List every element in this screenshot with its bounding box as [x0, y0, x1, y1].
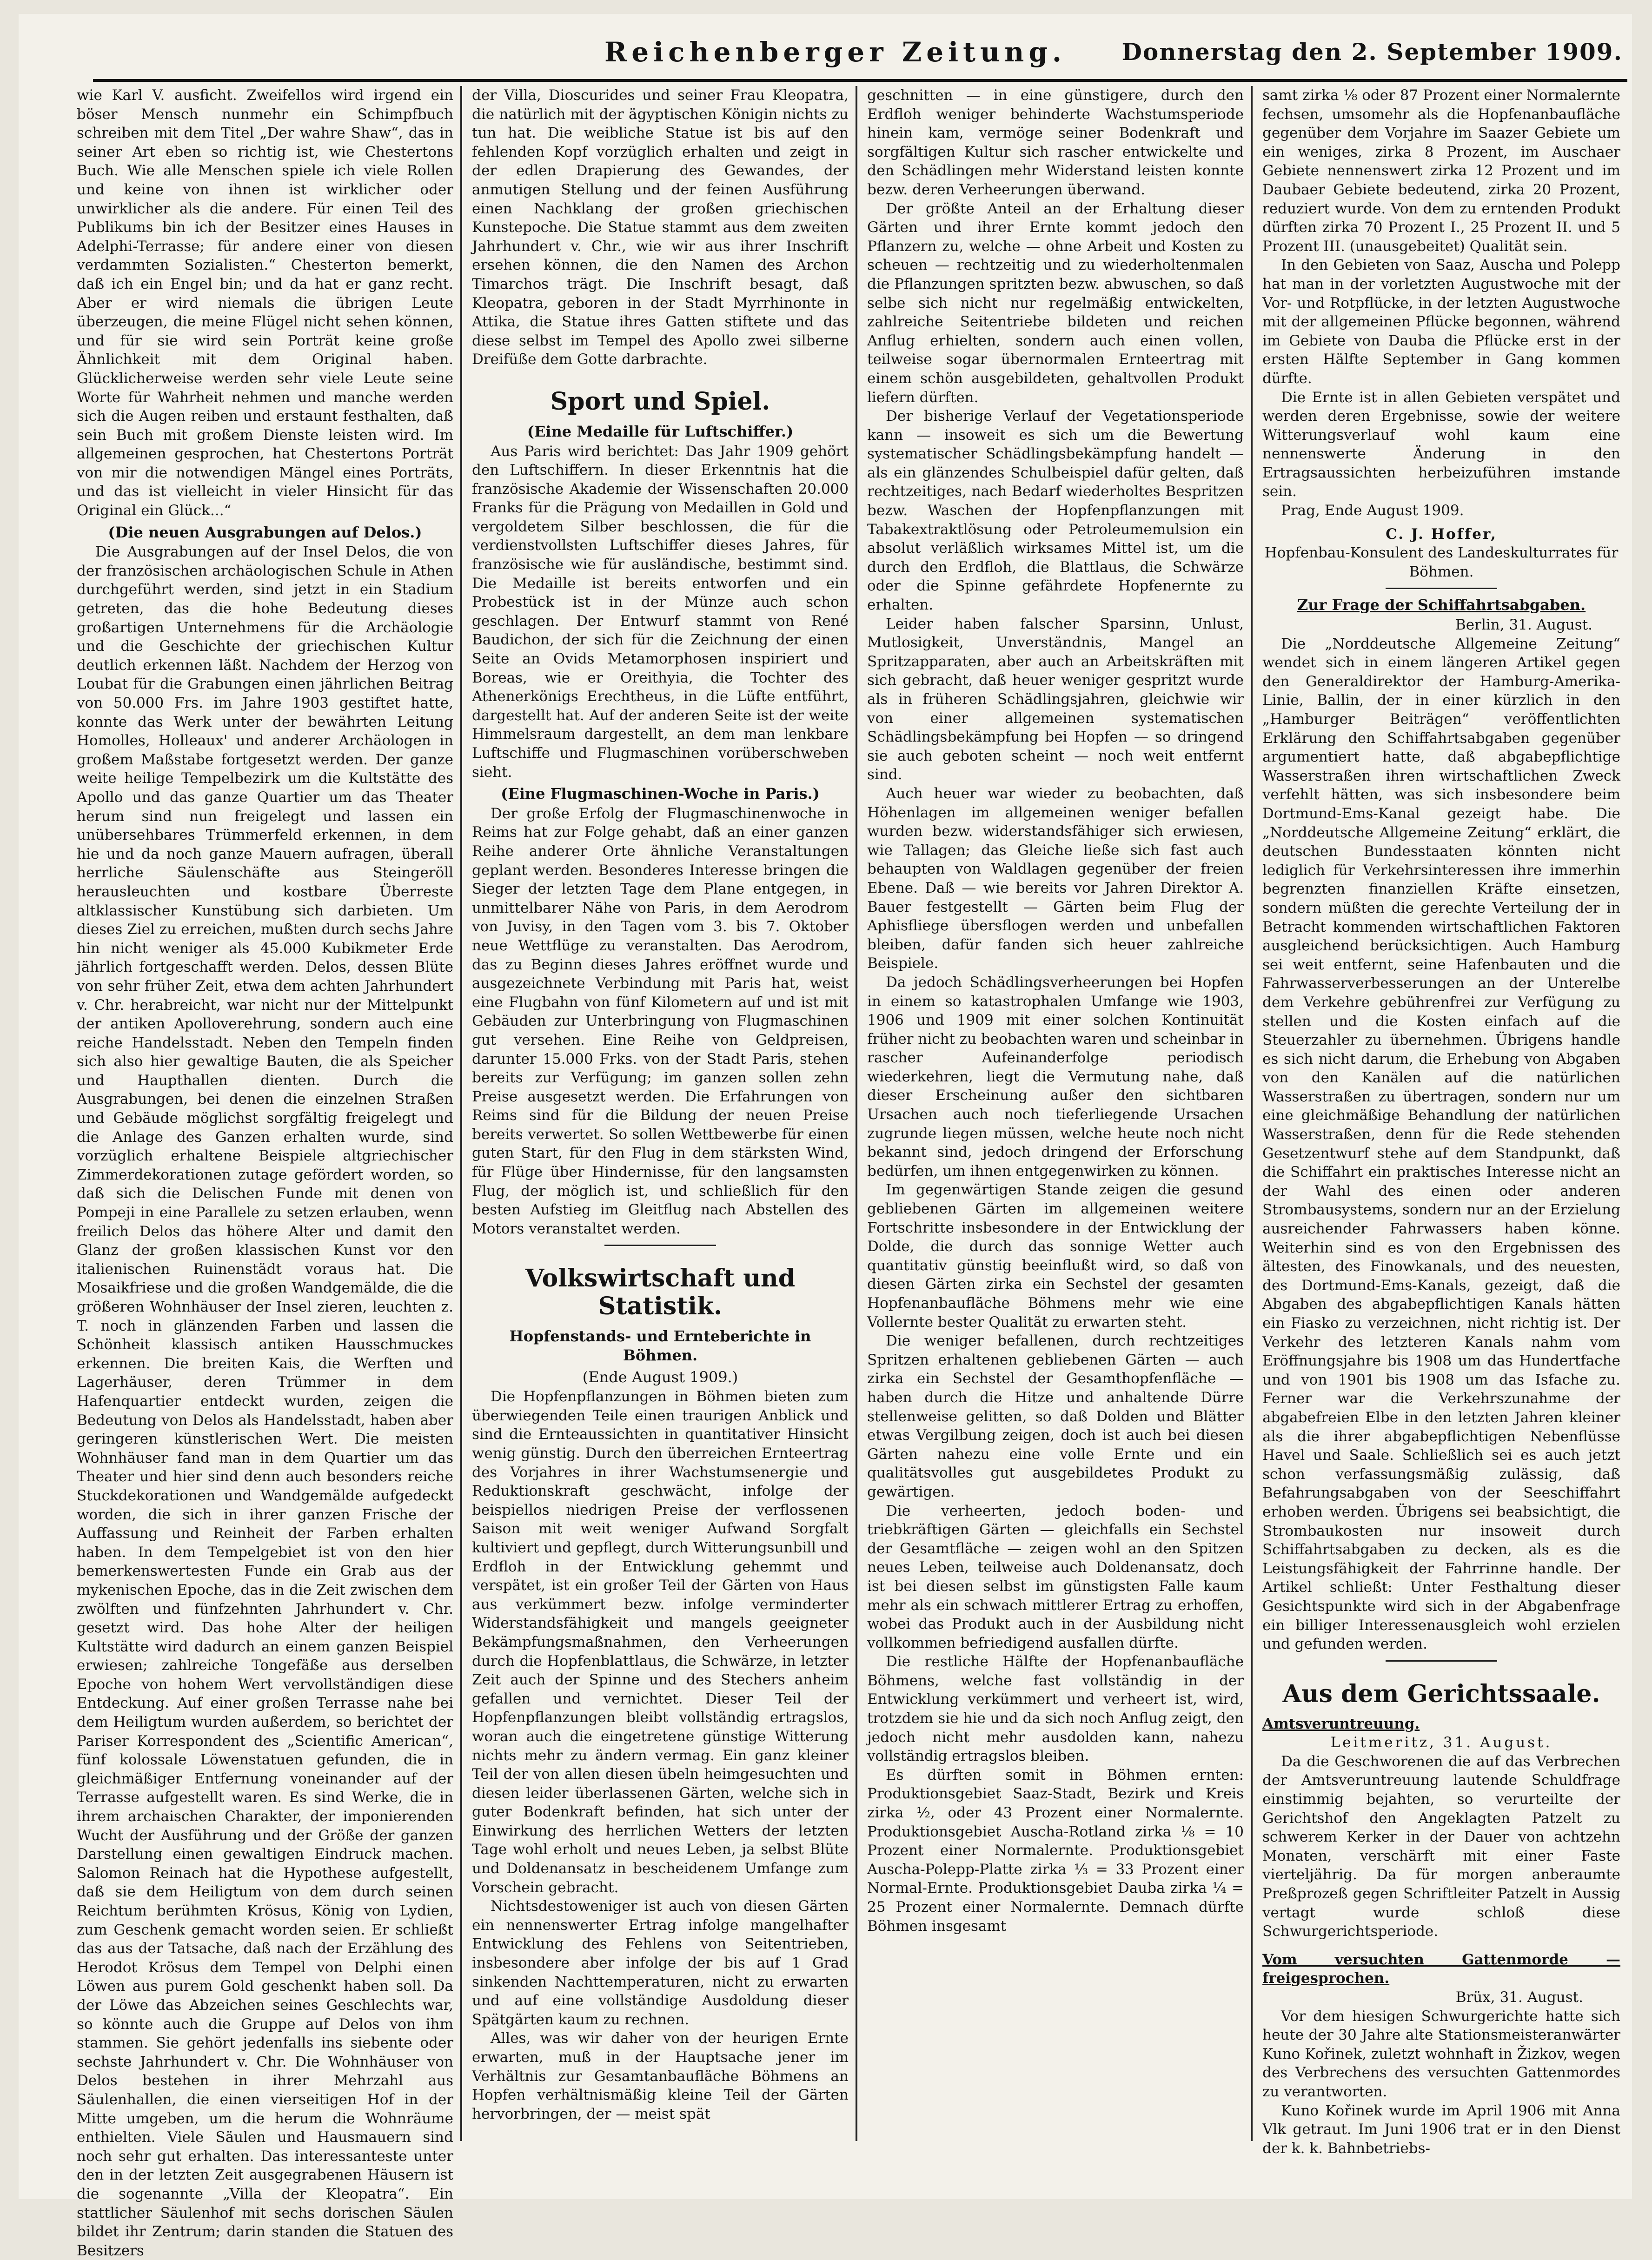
paragraph: Die weniger befallenen, durch rechtzeitiges Spritzen erhaltenen gebliebenen Gärten — auch zirka ein Sechstel der Gesamthopfenfläche — haben durch die Hitze und anhaltende Dürre stellenweise gelitten, so daß Dolden und Blätter etwas Vergilbung zeigen, doch ist auch bei diesen Gärten nahezu eine volle Ernte und ein qualitätsvolles gut ausgebildetes Produkt zu gewärtigen. [867, 1332, 1244, 1500]
paragraph: Die Ernte ist in allen Gebieten verspätet und werden deren Ergebnisse, sowie der weitere Witterungsverlauf wohl kaum eine nennenswerte Änderung in den Ertragsaussichten herbeizuführen imstande sein. [1262, 389, 1620, 500]
paragraph: Auch heuer war wieder zu beobachten, daß Höhenlagen im allgemeinen weniger befallen wurden bezw. widerstandsfähiger sich erwiesen, wie Tallagen; das Gleiche ließe sich fast auch behaupten von Waldlagen gegenüber der freien Ebene. Daß — wie bereits vor Jahren Direktor A. Bauer festgestellt — Gärten beim Flug der Aphisfliege übersflogen werden und unbefallen bleiben, dafür fanden sich heuer zahlreiche Beispiele. [867, 785, 1244, 972]
newspaper-page [19, 14, 1632, 2259]
paragraph: Der bisherige Verlauf der Vegetationsperiode kann — insoweit es sich um die Bewertung systematischer Schädlingsbekämpfung handelt — als ein glänzendes Schulbeispiel dafür gelten, daß rechtzeitiges, nach Bedarf wiederholtes Bespritzen bezw. Waschen der Hopfenpflanzungen mit Tabakextraktlösung oder Petroleumemulsion ein absolut verläßlich wirksames Mittel ist, um die durch den Erdfloh, die Blattlaus, die Schwärze oder die Spinne gefährdete Hopfenernte zu erhalten. [867, 408, 1244, 614]
dateline: Prag, Ende August 1909. [1281, 502, 1464, 519]
paragraph: Aus Paris wird berichtet: Das Jahr 1909 gehört den Luftschiffern. In dieser Erkenntnis hat die französische Akademie der Wissenschaften 20.000 Franks für die Prägung von Medaillen in Gold und vergoldetem Silber beschlossen, die für die verdienstvollsten Luftschiffer dieses Jahres, für französische wie für ausländische, bestimmt sind. Die Medaille ist bereits entworfen und ein Probestück ist in der Münze auch schon geschlagen. Der Entwurf stammt von René Baudichon, der sich für die Zeichnung der einen Seite an Ovids Metamorphosen inspiriert und Boreas, wie er Oreithyia, die Tochter des Athenerkönigs Erechtheus, in die Lüfte entführt, dargestellt hat. Auf der anderen Seite ist der weite Himmelsraum dargestellt, an dem man lenkbare Luftschiffe und Flugmaschinen vorüberschweben sieht. [472, 443, 849, 781]
paragraph: Der große Erfolg der Flugmaschinenwoche in Reims hat zur Folge gehabt, daß an einer ganzen Reihe anderer Orte ähnliche Veranstaltungen geplant werden. Besonderes Interesse bringen die Sieger der letzten Tage dem Plane entgegen, in unmittelbarer Nähe von Paris, in dem Aerodrom von Juvisy, in den Tagen vom 3. bis 7. Oktober neue Wettflüge zu veranstalten. Das Aerodrom, das zu Beginn dieses Jahres eröffnet wurde und ausgezeichnete Verbindung mit Paris hat, weist eine Flugbahn von fünf Kilometern auf und ist mit Gebäuden zur Unterbringung von Flugmaschinen gut versehen. Eine Reihe von Geldpreisen, darunter 15.000 Frks. von der Stadt Paris, stehen bereits zur Verfügung; im ganzen sollen zehn Preise ausgesetzt werden. Die Erfahrungen von Reims sind für die Bildung der neuen Preise bereits verwertet. So sollen Wettbewerbe für einen guten Start, für den Flug in dem stärksten Wind, für Flüge über Hindernisse, für den langsamsten Flug, der möglich ist, und schließlich für den besten Aufstieg im Gleitflug nach Abstellen des Motors veranstaltet werden. [472, 805, 849, 1237]
article-subhead: Amtsveruntreuung. [1262, 1715, 1420, 1732]
paragraph: Alles, was wir daher von der heurigen Ernte erwarten, muß in der Hauptsache jener im Verhältnis zur Gesamtanbaufläche Böhmens an Hopfen verhältnismäßig kleine Teil der Gärten hervorbringen, der — meist spät [472, 2030, 849, 2122]
paragraph: samt zirka ⅛ oder 87 Prozent einer Normalernte fechsen, umsomehr als die Hopfenanbaufläche gegenüber dem Vorjahre im Saazer Gebiete um ein weniges, zirka 8 Prozent, im Auschaer Gebiete nennenswert zirka 12 Prozent und im Daubaer Gebiete bedeutend, zirka 20 Prozent, reduziert wurde. Von dem zu erntenden Produkt dürften zirka 70 Prozent I., 25 Prozent II. und 5 Prozent III. (unausgebeitet) Qualität sein. [1262, 87, 1620, 255]
author-signature: C. J. Hoffer, [1386, 525, 1497, 543]
paragraph: In den Gebieten von Saaz, Auscha und Polepp hat man in der vorletzten Augustwoche mit der Vor- und Rotpflücke, in der letzten Augustwoche mit der allgemeinen Pflücke begonnen, während im Gebiete von Dauba die Pflücke erst in der ersten Hälfte September in Gang kommen dürfte. [1262, 257, 1620, 387]
paragraph: Die „Norddeutsche Allgemeine Zeitung“ wendet sich in einem längeren Artikel gegen den Generaldirektor der Hamburg-Amerika-Linie, Ballin, der in einer kürzlich in den „Hamburger Beiträgen“ veröffentlichten Erklärung den Schiffahrtsabgaben gegenüber argumentiert hatte, daß abgabepflichtige Wasserstraßen ihren wirtschaftlichen Zweck verfehlt hätten, was sich insbesondere beim Dortmund-Ems-Kanal gezeigt habe. Die „Norddeutsche Allgemeine Zeitung“ erklärt, die deutschen Bundesstaaten könnten nicht lediglich für Verkehrsinteressen ihre immerhin begrenzten finanziellen Kräfte einsetzen, sondern müßten die gerechte Verteilung der in Betracht kommenden wirtschaftlichen Faktoren ausgleichend berücksichtigen. Auch Hamburg sei weit entfernt, seine Hafenbauten und die Fahrwasserverbesserungen an der Unterelbe dem Verkehre gebührenfrei zur Verfügung zu stellen und die Kosten einfach auf die Steuerzahler zu übernehmen. Übrigens handle es sich nicht darum, die Erhebung von Abgaben von den Kanälen auf die natürlichen Wasserstraßen zu übertragen, sondern nur um eine gleichmäßige Behandlung der natürlichen Wasserstraßen, denn für die Rede stehenden Gesetzentwurf stehe auf dem Standpunkt, daß die Schiffahrt ein praktisches Interesse nicht an der Wahl des einen oder anderen Strombausystems, sondern nur an der Erzielung ausreichender Fahrwassers haben könne. Weiterhin sind es von den Ergebnissen des ältesten, des Finowkanals, und des neuesten, des Dortmund-Ems-Kanals, gezeigt, daß die Abgaben des abgabepflichtigen Kanals hätten ein Fiasko zu verzeichnen, nicht richtig ist. Der Verkehr des letzteren Kanals nahm vom Eröffnungsjahre bis 1908 um das Hundertfache und von 1901 bis 1908 um das Isfache zu. Ferner war die Verkehrszunahme der abgabefreien Elbe in den letzten Jahren kleiner als die ihrer abgabepflichtigen Nebenflüsse Havel und Saale. Schließlich sei es auch jetzt schon verfassungsmäßig zulässig, daß Befahrungsabgaben von der Seeschiffahrt erhoben werden. Übrigens sei beabsichtigt, die Strombaukosten nur insoweit durch Schiffahrtsabgaben zu decken, als es die Leistungsfähigkeit der Fahrrinne handle. Der Artikel schließt: Unter Festhaltung dieser Gesichtspunkte wird sich in der Abgabenfrage ein billiger Interessenausgleich wohl erzielen und gefunden werden. [1262, 635, 1620, 1653]
column-rule [460, 86, 462, 2141]
article-subhead: (Eine Flugmaschinen-Woche in Paris.) [501, 785, 820, 803]
paragraph: Nichtsdestoweniger ist auch von diesen Gärten ein nennenswerter Ertrag infolge mangelhafter Entwicklung des Fehlens von Seitentrieben, insbesondere aber infolge der bis auf 1 Grad sinkenden Nachttemperaturen, nicht zu erwarten und auf eine vollständige Ausdoldung dieser Spätgärten kaum zu rechnen. [472, 1898, 849, 2028]
page-header [93, 33, 1627, 82]
newspaper-title: Reichenberger Zeitung. [604, 36, 1067, 68]
dateline: Leitmeritz, 31. August. [1330, 1734, 1552, 1751]
divider [1386, 1660, 1497, 1662]
section-heading: Aus dem Gerichtssaale. [1282, 1679, 1600, 1708]
article-subhead: (Eine Medaille für Luftschiffer.) [527, 422, 794, 440]
paragraph: wie Karl V. ausficht. Zweifellos wird irgend ein böser Mensch nunmehr ein Schimpfbuch schreiben mit dem Titel „Der wahre Shaw“, das in seiner Art eben so richtig ist, wie Chestertons Buch. Wie alle Menschen spiele ich viele Rollen und keine von ihnen ist wirklicher oder unwirklicher als die andere. Für einen Teil des Publikums bin ich der Besitzer eines Hauses in Adelphi-Terrasse; für andere einer von diesen verdammten Sozialisten.“ Chesterton bemerkt, daß ich ein Engel bin; und da hat er ganz recht. Aber er wird niemals die übrigen Leute überzeugen, die meine Flügel nicht sehen können, und für sie wird sein Porträt keine große Ähnlichkeit mit dem Original haben. Glücklicherweise werden sehr viele Leute seine Worte für Wahrheit nehmen und manche werden sich die Augen reiben und erstaunt festhalten, daß sein Buch mit großem Dienste leisten wird. Im allgemeinen gesprochen, hat Chestertons Porträt von mir die notwendigen Mängel eines Porträts, und das ist vielleicht in vieler Hinsicht für das Original ein Glück...“ [77, 87, 453, 519]
paragraph: Die verheerten, jedoch boden- und triebkräftigen Gärten — gleichfalls ein Sechstel der Gesamtfläche — zeigen wohl an den Spitzen neues Leben, teilweise auch Doldenansatz, doch ist bei diesen selbst im günstigsten Falle kaum mehr als ein schwach mittlerer Ertrag zu erhoffen, wobei das Produkt auch in der Ausbildung nicht vollkommen befriedigend ausfallen dürfte. [867, 1502, 1244, 1651]
paragraph: Leider haben falscher Sparsinn, Unlust, Mutlosigkeit, Unverständnis, Mangel an Spritzapparaten, aber auch an Arbeitskräften mit sich gebracht, daß heuer weniger gespritzt wurde als in früheren Schädlingsjahren, gleichwie wir von einer allgemeinen systematischen Schädlingsbekämpfung bei Hopfen — so dringend sie auch geboten scheint — noch weit entfernt sind. [867, 615, 1244, 783]
divider [1386, 588, 1497, 589]
section-heading: Volkswirtschaft und Statistik. [525, 1264, 796, 1321]
article-subhead: (Die neuen Ausgrabungen auf Delos.) [108, 523, 422, 541]
paragraph: Im gegenwärtigen Stande zeigen die gesund gebliebenen Gärten im allgemeinen weitere Fortschritte insbesondere in der Entwicklung der Dolde, die durch das sonnige Wetter auch quantitativ günstig beeinflußt wird, so daß von diesen Gärten zirka ein Sechstel der gesamten Hopfenanbaufläche Böhmens mehr wie eine Vollernte bester Qualität zu erwarten steht. [867, 1181, 1244, 1331]
column-2 [472, 86, 849, 2146]
paragraph: Der größte Anteil an der Erhaltung dieser Gärten und ihrer Ernte kommt jedoch den Pflanzern zu, welche — ohne Arbeit und Kosten zu scheuen — rechtzeitig und zu wiederholtenmalen die Pflanzungen spritzten bezw. abwuschen, so daß selbe sich nicht nur regelmäßig entwickelten, zahlreiche Seitentriebe bildeten und reichen Anflug erhielten, sondern auch einen vollen, teilweise sogar übernormalen Ernteertrag mit einem schön ausgebildeten, gehaltvollen Produkt liefern dürften. [867, 200, 1244, 406]
paragraph: Vor dem hiesigen Schwurgerichte hatte sich heute der 30 Jahre alte Stationsmeisteranwärter Kuno Kořinek, zuletzt wohnhaft in Žizkov, wegen des Verbrechens des versuchten Gattenmordes zu verantworten. [1262, 2008, 1620, 2100]
paragraph: der Villa, Dioscurides und seiner Frau Kleopatra, die natürlich mit der ägyptischen Königin nichts zu tun hat. Die weibliche Statue ist bis auf den fehlenden Kopf vorzüglich erhalten und zeigt in der edlen Drapierung des Gewandes, der anmutigen Stellung und der feinen Ausführung einen Nachklang der großen griechischen Kunstepoche. Die Statue stammt aus dem zweiten Jahrhundert v. Chr., wie wir aus ihrer Inschrift ersehen können, die den Namen des Archon Timarchos trägt. Die Inschrift besagt, daß Kleopatra, geboren in der Stadt Myrrhinonte in Attika, die Statue ihres Gatten stiftete und das diese selbst im Tempel des Apollo zwei silberne Dreifüße dem Gotte darbrachte. [472, 87, 849, 368]
paragraph: Es dürften somit in Böhmen ernten: Produktionsgebiet Saaz-Stadt, Bezirk und Kreis zirka ½, oder 43 Prozent einer Normalernte. Produktionsgebiet Auscha-Rotland zirka ⅛ = 10 Prozent einer Normalernte. Produktionsgebiet Auscha-Polepp-Platte zirka ⅓ = 33 Prozent einer Normal-Ernte. Produktionsgebiet Dauba zirka ¼ = 25 Prozent einer Normalernte. Demnach dürfte Böhmen insgesamt [867, 1766, 1244, 1935]
article-subhead: Zur Frage der Schiffahrtsabgaben. [1297, 596, 1586, 614]
paragraph: Da die Geschworenen die auf das Verbrechen der Amtsveruntreuung lautende Schuldfrage einstimmig bejahten, so verurteilte der Gerichtshof den Angeklagten Patzelt zu schwerem Kerker in der Dauer von achtzehn Monaten, verschärft mit einer Faste vierteljährig. Da für morgen anberaumte Preßprozeß gegen Schriftleiter Patzelt in Aussig vertagt wurde schloß diese Schwurgerichtsperiode. [1262, 1753, 1620, 1940]
author-title: Hopfenbau-Konsulent des Landeskulturrates für Böhmen. [1264, 544, 1619, 580]
column-rule [856, 86, 857, 2141]
paragraph: Kuno Kořinek wurde im April 1906 mit Anna Vlk getraut. Im Juni 1906 trat er in den Dienst der k. k. Bahnbetriebs- [1262, 2102, 1620, 2157]
article-date: (Ende August 1909.) [582, 1368, 738, 1386]
article-subhead: Vom versuchten Gattenmorde — freigesprochen. [1262, 1951, 1620, 1987]
divider [604, 1245, 716, 1246]
column-3 [867, 86, 1244, 2146]
column-1 [77, 86, 453, 2259]
dateline: Brüx, 31. August. [1455, 1989, 1583, 2006]
paragraph: Die restliche Hälfte der Hopfenanbaufläche Böhmens, welche fast vollständig in der Entwicklung verkümmert und verheert ist, wird, trotzdem sie hie und da sich noch Anflug zeigt, den jedoch nicht mehr ausdolden kann, nahezu vollständig ertragslos bleiben. [867, 1653, 1244, 1765]
column-4 [1262, 86, 1620, 2157]
section-heading: Sport und Spiel. [550, 387, 770, 416]
issue-date: Donnerstag den 2. September 1909. [1121, 38, 1623, 66]
article-subhead: Hopfenstands- und Ernteberichte in Böhmen. [509, 1327, 811, 1365]
dateline: Berlin, 31. August. [1455, 616, 1592, 634]
paragraph: Die Ausgrabungen auf der Insel Delos, die von der französischen archäologischen Schule in Athen durchgeführt werden, sind jetzt in ein Stadium getreten, das die hohe Bedeutung dieses großartigen Unternehmens für die Archäologie und die Geschichte der griechischen Kultur deutlich erkennen läßt. Nachdem der Herzog von Loubat für die Grabungen einen jährlichen Beitrag von 50.000 Frs. im Jahre 1903 gestiftet hatte, konnte das Werk unter der bewährten Leitung Homolles, Holleaux' und anderer Archäologen in großem Maßstabe fortgesetzt werden. Der ganze weite heilige Tempelbezirk um die Kultstätte des Apollo und das ganze Quartier um das Theater herum sind nun freigelegt und lassen ein unübersehbares Trümmerfeld erkennen, in dem hie und da noch ganze Mauern aufragen, überall herrliche Säulenschäfte aus Steingeröll herausleuchten und kostbare Überreste altklassischer Kunstübung sich darbieten. Um dieses Ziel zu erreichen, mußten durch sechs Jahre hin nicht weniger als 45.000 Kubikmeter Erde jährlich fortgeschafft werden. Delos, dessen Blüte von sehr früher Zeit, etwa dem achten Jahrhundert v. Chr. herabreicht, war nicht nur der Mittelpunkt der antiken Apolloverehrung, sondern auch eine reiche Handelsstadt. Neben den Tempeln finden sich also hier gewaltige Bauten, die als Speicher und Haupthallen dienten. Durch die Ausgrabungen, bei denen die einzelnen Straßen und Gebäude möglichst sorgfältig freigelegt und die Anlage des Ganzen erhalten wurde, sind vorzüglich erhaltene Beispiele altgriechischer Zimmerdekorationen zutage gefördert worden, so daß sich die Delischen Funde mit denen von Pompeji in eine Parallele zu setzen erlauben, wenn freilich Delos das höhere Alter und damit den Glanz der großen klassischen Kunst vor den italienischen Ruinenstädt voraus hat. Die Mosaikfriese und die großen Wandgemälde, die die größeren Wohnhäuser der Insel zieren, leuchten z. T. noch in glänzenden Farben und lassen die Schönheit klassisch antiken Hausschmuckes erkennen. Die breiten Kais, die Werften und Lagerhäuser, deren Trümmer in dem Hafenquartier entdeckt wurden, zeigen die Bedeutung von Delos als Handelsstadt, haben aber geringeren künstlerischen Wert. Die meisten Wohnhäuser fand man in dem Quartier um das Theater und hier sind denn auch besonders reiche Stuckdekorationen und Wandgemälde aufgedeckt worden, die sich in ihrer ganzen Frische der Auffassung und Reinheit der Farben erhalten haben. In dem Tempelgebiet ist von den hier bemerkenswertesten Funde ein Grab aus der mykenischen Epoche, das in die Zeit zwischen dem zwölften und fünfzehnten Jahrhundert v. Chr. gesetzt wird. Das hohe Alter der heiligen Kultstätte wird dadurch an einem ganzen Beispiel erwiesen; zahlreiche Tongefäße aus derselben Epoche von hohem Wert vervollständigen diese Entdeckung. Auf einer großen Terrasse nahe bei dem Heiligtum wurden außerdem, so berichtet der Pariser Korrespondent des „Scientific American“, fünf kolossale Löwenstatuen gefunden, die in gleichmäßiger Entfernung voneinander auf der Terrasse aufgestellt waren. Es sind Werke, die in ihrem archaischen Charakter, der imponierenden Wucht der Ausführung und der Größe der ganzen Darstellung einen gewaltigen Eindruck machen. Salomon Reinach hat die Hypothese aufgestellt, daß sie dem Heiligtum von dem durch seinen Reichtum berühmten Krösus, König von Lydien, zum Geschenk gemacht worden seien. Er schließt das aus der Tatsache, daß nach der Erzählung des Herodot Krösus dem Tempel von Delphi einen Löwen aus purem Gold geschenkt haben soll. Da der Löwe das Abzeichen seines Geschlechts war, so könnte auch die Gruppe auf Delos von ihm stammen. Sie gehört jedenfalls ins siebente oder sechste Jahrhundert v. Chr. Die Wohnhäuser von Delos bestehen in ihrer Mehrzahl aus Säulenhallen, die einen vierseitigen Hof in der Mitte umgeben, um die herum die Wohnräume enthielten. Viele Säulen und Hausmauern sind noch sehr gut erhalten. Das interessanteste unter den in der letzten Zeit ausgegrabenen Häusern ist die sogenannte „Villa der Kleopatra“. Ein stattlicher Säulenhof mit sechs dorischen Säulen bildet ihr Zentrum; darin standen die Statuen des Besitzers [77, 543, 453, 2259]
paragraph: Da jedoch Schädlingsverheerungen bei Hopfen in einem so katastrophalen Umfange wie 1903, 1906 und 1909 mit einer solchen Kontinuität früher nicht zu beobachten waren und scheinbar in rascher Aufeinanderfolge periodisch wiederkehren, liegt die Vermutung nahe, daß dieser Erscheinung außer den sichtbaren Ursachen auch noch tieferliegende Ursachen zugrunde liegen müssen, welche heute noch nicht bekannt sind, jedoch dringend der Erforschung bedürfen, um ihnen entgegenwirken zu können. [867, 974, 1244, 1180]
paragraph: geschnitten — in eine günstigere, durch den Erdfloh weniger behinderte Wachstumsperiode hinein kam, vermöge seiner Bodenkraft und sorgfältigen Kultur sich rascher entwickelte und den Schädlingen mehr Widerstand leisten konnte bezw. deren Verheerungen überwand. [867, 87, 1244, 198]
column-rule [1251, 86, 1253, 2141]
paragraph: Die Hopfenpflanzungen in Böhmen bieten zum überwiegenden Teile einen traurigen Anblick und sind die Ernteaussichten in quantitativer Hinsicht wenig günstig. Durch den überreichen Ernteertrag des Vorjahres in ihrer Wachstumsenergie und Reduktionskraft geschwächt, infolge der beispiellos niedrigen Preise der verflossenen Saison mit weit weniger Aufwand Sorgfalt kultiviert und gepflegt, durch Witterungsunbill und Erdfloh in der Entwicklung gehemmt und verspätet, ist ein großer Teil der Gärten von Haus aus verkümmert bezw. infolge verminderter Widerstandsfähigkeit und mangels geeigneter Bekämpfungsmaßnahmen, den Verheerungen durch die Hopfenblattlaus, die Schwärze, in letzter Zeit auch der Spinne und des Stechers anheim gefallen und vernichtet. Dieser Teil der Hopfenpflanzungen bleibt vollständig ertragslos, woran auch die eingetretene günstige Witterung nichts mehr zu ändern vermag. Ein ganz kleiner Teil der von allen diesen übeln heimgesuchten und diesen leider überlassenen Gärten, welche sich in guter Bodenkraft befinden, hat sich unter der Einwirkung des herrlichen Wetters der letzten Tage wohl erholt und neues Leben, ja selbst Blüte und Doldenansatz in bescheidenem Umfange zum Vorschein gebracht. [472, 1388, 849, 1896]
